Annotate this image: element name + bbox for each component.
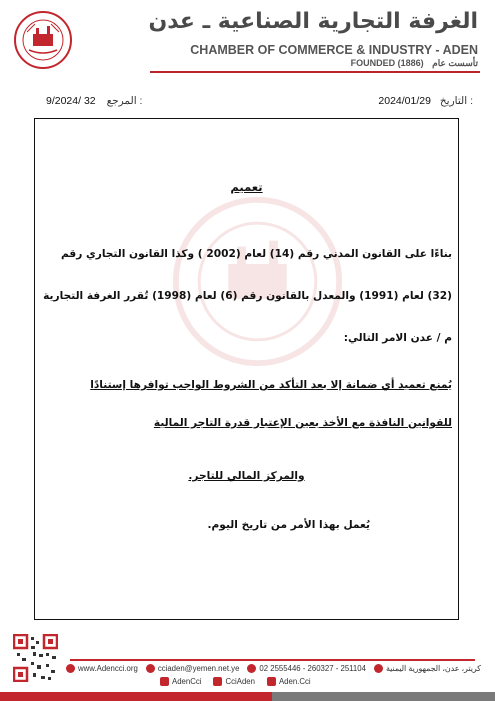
chamber-title-english: CHAMBER OF COMMERCE & INDUSTRY - ADEN: [190, 43, 478, 57]
founded-english: FOUNDED (1886): [350, 58, 424, 68]
social-twitter[interactable]: [160, 677, 201, 686]
instagram-icon: [267, 677, 276, 686]
facebook-icon: [213, 677, 222, 686]
address-item: [374, 664, 481, 673]
document-reference: [46, 95, 142, 107]
body-line-3: م / عدن الامر التالي:: [343, 332, 452, 344]
email-text: cciaden@yemen.net.ye: [157, 664, 240, 673]
founded-line: [230, 57, 478, 69]
phone-text: 02 2555446 - 260327 - 251104: [259, 664, 366, 673]
location-icon: [374, 664, 383, 673]
globe-icon: [66, 664, 75, 673]
email-item[interactable]: [146, 664, 240, 673]
social-facebook-text: CciAden: [225, 677, 255, 686]
website-text: www.Adencci.org: [78, 664, 138, 673]
qr-code-icon: [13, 634, 58, 682]
document-body: [34, 118, 459, 620]
decision-line-2: للقوانين النافذة مع الأخذ بعين الإعتبار قدرة التاجر المالية: [153, 417, 452, 429]
social-twitter-text: AdenCci: [172, 677, 202, 686]
document-date: [378, 95, 473, 107]
body-line-2: (32) لعام (1991) والمعدل بالقانون رقم (6) لعام (1998) تُقرر الغرفة التجارية: [43, 290, 452, 302]
footer-contacts: [66, 664, 486, 673]
circular-heading: تعميم: [230, 180, 263, 194]
date-label: التاريخ :: [439, 95, 473, 107]
body-line-1: بناءًا على القانون المدني رقم (14) لعام (2002 ) وكذا القانون التجاري رقم: [60, 248, 452, 260]
website-item[interactable]: [66, 664, 138, 673]
reference-label: المرجع :: [106, 95, 143, 107]
twitter-icon: [160, 677, 169, 686]
email-icon: [146, 664, 155, 673]
social-instagram-text: Aden.Cci: [278, 677, 311, 686]
chamber-title-arabic: الغرفة التجارية الصناعية ـ عدن: [148, 9, 478, 34]
reference-value: 9/2024/ 32: [46, 95, 96, 107]
social-facebook[interactable]: [213, 677, 254, 686]
footer-color-stripe: [0, 692, 495, 701]
decision-line-3: والمركز المالي للتاجر.: [188, 470, 305, 482]
address-text: كريتر، عدن، الجمهورية اليمنية: [385, 664, 481, 673]
chamber-logo-icon: [13, 10, 73, 70]
date-value: 2024/01/29: [378, 95, 431, 107]
social-instagram[interactable]: [267, 677, 311, 686]
phone-item: [247, 664, 366, 673]
closing-line: يُعمل بهذا الأمر من تاريخ اليوم.: [207, 519, 370, 531]
header-divider: [150, 71, 480, 73]
phone-icon: [247, 664, 256, 673]
decision-line-1: يُمنع تعميد أي ضمانة إلا بعد التأكد من الشروط الواجب توافرها إستنادًا: [90, 379, 452, 391]
footer-divider: [70, 659, 475, 661]
footer-social: [160, 677, 360, 686]
founded-arabic: تأسست عام: [432, 58, 478, 68]
